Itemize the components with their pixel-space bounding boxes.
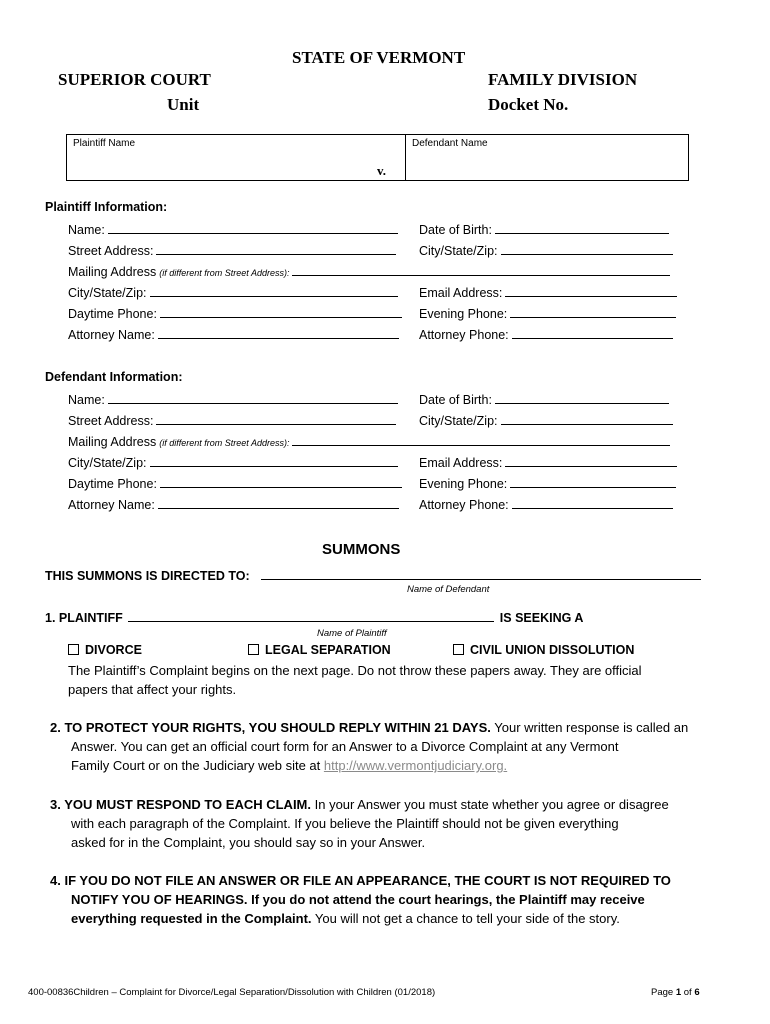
plaintiff-email-field[interactable] (419, 285, 677, 300)
defendant-name-field[interactable] (68, 392, 398, 407)
page-total: 6 (694, 987, 700, 998)
name-of-plaintiff-caption: Name of Plaintiff (317, 628, 387, 639)
defendant-csz-right-field[interactable] (419, 413, 673, 428)
defendant-csz-label: City/State/Zip: (68, 456, 147, 470)
item3-line2: with each paragraph of the Complaint. If you believe the Plaintiff should not be given everything (71, 816, 619, 831)
judiciary-website-link[interactable]: http://www.vermontjudiciary.org. (323, 758, 508, 773)
defendant-mailing-field[interactable] (68, 434, 670, 449)
defendant-street-label: Street Address: (68, 414, 154, 428)
plaintiff-dob-field[interactable] (419, 222, 669, 237)
plaintiff-info-title: Plaintiff Information: (45, 200, 168, 214)
legal-separation-checkbox[interactable] (248, 644, 259, 655)
item2-rest1: Your written response is called an (490, 720, 689, 735)
state-title: STATE OF VERMONT (292, 48, 466, 67)
unit-label: Unit (167, 95, 200, 114)
summons-title: SUMMONS (322, 541, 401, 558)
page-number (651, 987, 700, 998)
plaintiff-csz-label: City/State/Zip: (68, 286, 147, 300)
item4-paragraph (50, 871, 671, 928)
item1-text-line1: The Plaintiff’s Complaint begins on the next page. Do not throw these papers away. They are official (68, 663, 642, 678)
legal-separation-label: LEGAL SEPARATION (265, 643, 391, 657)
legal-separation-option[interactable] (248, 643, 391, 657)
defendant-mailing-label: Mailing Address (68, 435, 157, 449)
plaintiff-seeking-field[interactable] (45, 610, 583, 625)
item3-line3: asked for in the Complaint, you should say so in your Answer. (71, 835, 426, 850)
civil-union-option[interactable] (453, 643, 634, 657)
plaintiff-attorney-name-field[interactable] (68, 327, 399, 342)
item4-line3-rest: You will not get a chance to tell your side of the story. (311, 911, 620, 926)
civil-union-label: CIVIL UNION DISSOLUTION (470, 643, 635, 657)
form-id-footer: 400-00836Children – Complaint for Divorce/Legal Separation/Dissolution with Children (01/2018) (28, 987, 436, 998)
defendant-street-field[interactable] (68, 413, 396, 428)
defendant-evening-phone-label: Evening Phone: (419, 477, 508, 491)
plaintiff-evening-phone-label: Evening Phone: (419, 307, 508, 321)
plaintiff-daytime-phone-field[interactable] (68, 306, 402, 321)
plaintiff-daytime-phone-label: Daytime Phone: (68, 307, 157, 321)
item2-line3: Family Court or on the Judiciary web site at (71, 758, 324, 773)
defendant-dob-field[interactable] (419, 392, 669, 407)
item4-line2: NOTIFY YOU OF HEARINGS. If you do not attend the court hearings, the Plaintiff may receive (71, 892, 645, 907)
plaintiff-mailing-label: Mailing Address (68, 265, 157, 279)
plaintiff-csz-right-field[interactable] (419, 243, 673, 258)
plaintiff-name-label: Plaintiff Name (73, 138, 136, 149)
item3-heading: 3. YOU MUST RESPOND TO EACH CLAIM. (50, 797, 311, 812)
defendant-daytime-phone-label: Daytime Phone: (68, 477, 157, 491)
plaintiff-street-field[interactable] (68, 243, 396, 258)
court-name: SUPERIOR COURT (58, 70, 211, 89)
directed-to-field[interactable] (45, 568, 701, 583)
defendant-attorney-name-field[interactable] (68, 497, 399, 512)
item2-paragraph (50, 718, 688, 775)
divorce-checkbox[interactable] (68, 644, 79, 655)
page-prefix: Page (651, 987, 676, 998)
page-of: of (681, 987, 695, 998)
plaintiff-attorney-phone-label: Attorney Phone: (419, 328, 509, 342)
defendant-name-label-text: Name: (68, 393, 105, 407)
defendant-info-title: Defendant Information: (45, 370, 183, 384)
defendant-attorney-name-label: Attorney Name: (68, 498, 155, 512)
name-of-defendant-caption: Name of Defendant (407, 584, 490, 595)
item2-line2: Answer. You can get an official court form for an Answer to a Divorce Complaint at any Vermont (71, 739, 619, 754)
plaintiff-csz-field[interactable] (68, 285, 398, 300)
plaintiff-name-field[interactable] (68, 222, 398, 237)
plaintiff-evening-phone-field[interactable] (419, 306, 676, 321)
defendant-name-label: Defendant Name (412, 138, 488, 149)
directed-to-label: THIS SUMMONS IS DIRECTED TO: (45, 569, 250, 583)
item1-plaintiff-label: 1. PLAINTIFF (45, 611, 123, 625)
defendant-csz-field[interactable] (68, 455, 398, 470)
item2-heading: 2. TO PROTECT YOUR RIGHTS, YOU SHOULD REPLY WITHIN 21 DAYS. (50, 720, 491, 735)
item1-text-line2: papers that affect your rights. (68, 682, 237, 697)
defendant-dob-label: Date of Birth: (419, 393, 492, 407)
plaintiff-name-label-text: Name: (68, 223, 105, 237)
division-name: FAMILY DIVISION (488, 70, 638, 89)
defendant-attorney-phone-field[interactable] (419, 497, 673, 512)
case-caption-box (66, 134, 689, 181)
defendant-evening-phone-field[interactable] (419, 476, 676, 491)
item3-rest1: In your Answer you must state whether you agree or disagree (311, 797, 669, 812)
page-current: 1 (675, 987, 682, 998)
plaintiff-csz-right-label: City/State/Zip: (419, 244, 498, 258)
plaintiff-attorney-name-label: Attorney Name: (68, 328, 155, 342)
plaintiff-mailing-note: (if different from Street Address): (159, 268, 290, 278)
defendant-email-field[interactable] (419, 455, 677, 470)
divorce-option[interactable] (68, 643, 142, 657)
caption-divider (405, 135, 406, 180)
item4-line3-bold: everything requested in the Complaint. (71, 911, 312, 926)
docket-label: Docket No. (488, 95, 569, 114)
item3-paragraph (50, 795, 669, 852)
defendant-daytime-phone-field[interactable] (68, 476, 402, 491)
plaintiff-mailing-field[interactable] (68, 264, 670, 279)
plaintiff-dob-label: Date of Birth: (419, 223, 492, 237)
defendant-mailing-note: (if different from Street Address): (159, 438, 290, 448)
defendant-csz-right-label: City/State/Zip: (419, 414, 498, 428)
plaintiff-street-label: Street Address: (68, 244, 154, 258)
defendant-email-label: Email Address: (419, 456, 503, 470)
is-seeking-label: IS SEEKING A (499, 611, 584, 625)
plaintiff-email-label: Email Address: (419, 286, 503, 300)
defendant-attorney-phone-label: Attorney Phone: (419, 498, 509, 512)
plaintiff-attorney-phone-field[interactable] (419, 327, 673, 342)
civil-union-checkbox[interactable] (453, 644, 464, 655)
versus-label: v. (377, 163, 387, 178)
item4-line1: 4. IF YOU DO NOT FILE AN ANSWER OR FILE AN APPEARANCE, THE COURT IS NOT REQUIRED TO (50, 873, 671, 888)
item1-text (68, 661, 642, 699)
divorce-label: DIVORCE (85, 643, 142, 657)
